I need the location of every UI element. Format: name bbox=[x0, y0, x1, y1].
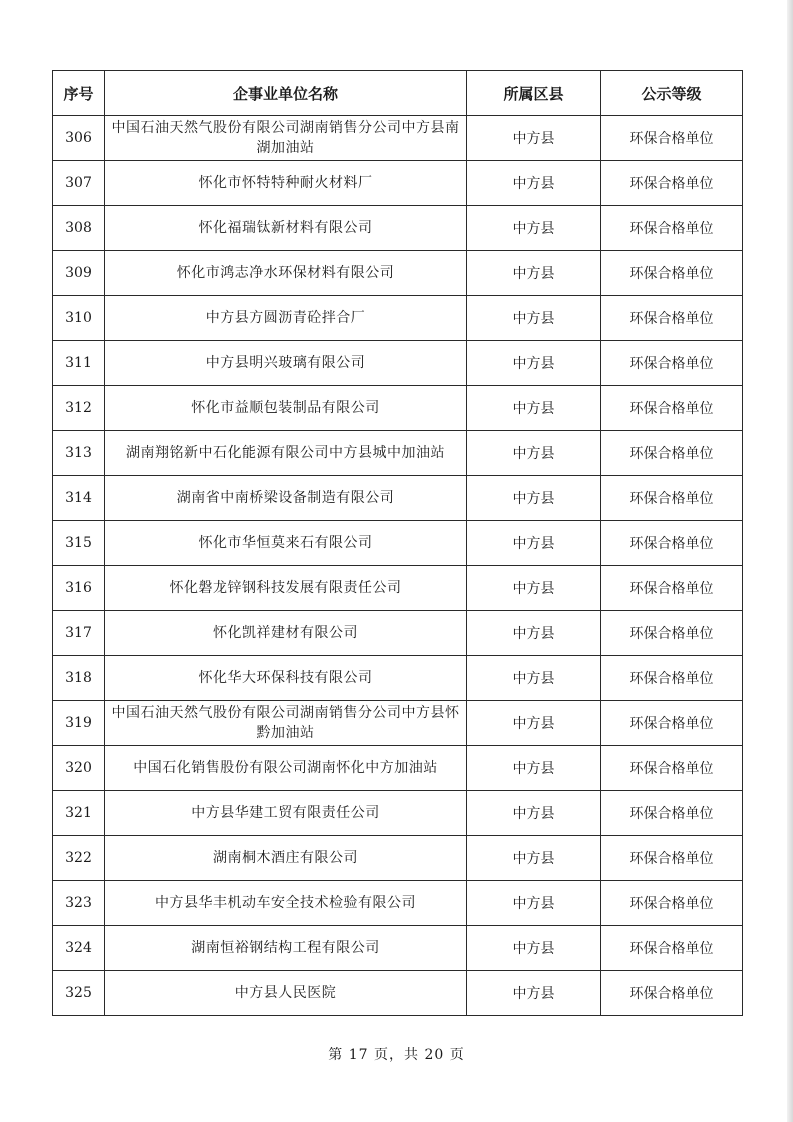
cell-level: 环保合格单位 bbox=[601, 791, 743, 836]
cell-level: 环保合格单位 bbox=[601, 701, 743, 746]
cell-name: 中方县方圆沥青砼拌合厂 bbox=[105, 296, 467, 341]
cell-district: 中方县 bbox=[467, 116, 601, 161]
cell-name: 湖南省中南桥梁设备制造有限公司 bbox=[105, 476, 467, 521]
cell-level: 环保合格单位 bbox=[601, 611, 743, 656]
cell-name: 中国石油天然气股份有限公司湖南销售分公司中方县南湖加油站 bbox=[105, 116, 467, 161]
cell-level: 环保合格单位 bbox=[601, 386, 743, 431]
cell-level: 环保合格单位 bbox=[601, 341, 743, 386]
cell-level: 环保合格单位 bbox=[601, 116, 743, 161]
cell-level: 环保合格单位 bbox=[601, 926, 743, 971]
cell-name: 中方县华建工贸有限责任公司 bbox=[105, 791, 467, 836]
cell-level: 环保合格单位 bbox=[601, 881, 743, 926]
cell-district: 中方县 bbox=[467, 836, 601, 881]
cell-no: 309 bbox=[53, 251, 105, 296]
cell-level: 环保合格单位 bbox=[601, 296, 743, 341]
cell-level: 环保合格单位 bbox=[601, 746, 743, 791]
header-no: 序号 bbox=[53, 71, 105, 116]
table-row bbox=[53, 206, 743, 251]
page-number-footer: 第 17 页，共 20 页 bbox=[328, 1047, 465, 1063]
header-level: 公示等级 bbox=[601, 71, 743, 116]
cell-no: 320 bbox=[53, 746, 105, 791]
table-row bbox=[53, 476, 743, 521]
cell-no: 313 bbox=[53, 431, 105, 476]
cell-no: 319 bbox=[53, 701, 105, 746]
cell-district: 中方县 bbox=[467, 926, 601, 971]
table-row bbox=[53, 116, 743, 161]
table-row bbox=[53, 251, 743, 296]
cell-no: 324 bbox=[53, 926, 105, 971]
cell-no: 321 bbox=[53, 791, 105, 836]
cell-no: 323 bbox=[53, 881, 105, 926]
table-row bbox=[53, 746, 743, 791]
cell-no: 314 bbox=[53, 476, 105, 521]
table-row bbox=[53, 431, 743, 476]
cell-no: 310 bbox=[53, 296, 105, 341]
cell-district: 中方县 bbox=[467, 881, 601, 926]
cell-name: 中国石油天然气股份有限公司湖南销售分公司中方县怀黔加油站 bbox=[105, 701, 467, 746]
cell-district: 中方县 bbox=[467, 206, 601, 251]
cell-no: 312 bbox=[53, 386, 105, 431]
cell-level: 环保合格单位 bbox=[601, 206, 743, 251]
header-district: 所属区县 bbox=[467, 71, 601, 116]
cell-name: 怀化福瑞钛新材料有限公司 bbox=[105, 206, 467, 251]
cell-district: 中方县 bbox=[467, 791, 601, 836]
cell-district: 中方县 bbox=[467, 746, 601, 791]
cell-district: 中方县 bbox=[467, 566, 601, 611]
cell-district: 中方县 bbox=[467, 251, 601, 296]
cell-district: 中方县 bbox=[467, 431, 601, 476]
cell-name: 怀化市益顺包装制品有限公司 bbox=[105, 386, 467, 431]
cell-name: 中国石化销售股份有限公司湖南怀化中方加油站 bbox=[105, 746, 467, 791]
cell-no: 322 bbox=[53, 836, 105, 881]
table-row bbox=[53, 341, 743, 386]
table-row bbox=[53, 881, 743, 926]
table-row bbox=[53, 926, 743, 971]
cell-level: 环保合格单位 bbox=[601, 971, 743, 1016]
table-row bbox=[53, 521, 743, 566]
table-row bbox=[53, 701, 743, 746]
cell-district: 中方县 bbox=[467, 656, 601, 701]
enterprise-table bbox=[52, 70, 743, 1016]
cell-name: 湖南桐木酒庄有限公司 bbox=[105, 836, 467, 881]
cell-name: 怀化市华恒莫来石有限公司 bbox=[105, 521, 467, 566]
cell-no: 306 bbox=[53, 116, 105, 161]
table-row bbox=[53, 836, 743, 881]
table-header-row bbox=[53, 71, 743, 116]
cell-district: 中方县 bbox=[467, 701, 601, 746]
cell-no: 316 bbox=[53, 566, 105, 611]
cell-name: 湖南翔铭新中石化能源有限公司中方县城中加油站 bbox=[105, 431, 467, 476]
cell-no: 325 bbox=[53, 971, 105, 1016]
cell-level: 环保合格单位 bbox=[601, 431, 743, 476]
cell-district: 中方县 bbox=[467, 611, 601, 656]
table-row bbox=[53, 971, 743, 1016]
cell-level: 环保合格单位 bbox=[601, 251, 743, 296]
table-row bbox=[53, 611, 743, 656]
cell-level: 环保合格单位 bbox=[601, 521, 743, 566]
cell-name: 怀化市怀特特种耐火材料厂 bbox=[105, 161, 467, 206]
table-row bbox=[53, 161, 743, 206]
cell-name: 中方县华丰机动车安全技术检验有限公司 bbox=[105, 881, 467, 926]
table-row bbox=[53, 566, 743, 611]
cell-no: 317 bbox=[53, 611, 105, 656]
cell-no: 307 bbox=[53, 161, 105, 206]
table-row bbox=[53, 656, 743, 701]
cell-name: 怀化华大环保科技有限公司 bbox=[105, 656, 467, 701]
cell-level: 环保合格单位 bbox=[601, 836, 743, 881]
page-edge-shadow bbox=[787, 0, 793, 1122]
cell-district: 中方县 bbox=[467, 161, 601, 206]
cell-name: 中方县明兴玻璃有限公司 bbox=[105, 341, 467, 386]
cell-no: 318 bbox=[53, 656, 105, 701]
cell-district: 中方县 bbox=[467, 971, 601, 1016]
cell-level: 环保合格单位 bbox=[601, 566, 743, 611]
cell-no: 311 bbox=[53, 341, 105, 386]
cell-name: 中方县人民医院 bbox=[105, 971, 467, 1016]
cell-level: 环保合格单位 bbox=[601, 476, 743, 521]
cell-district: 中方县 bbox=[467, 521, 601, 566]
cell-name: 怀化市鸿志净水环保材料有限公司 bbox=[105, 251, 467, 296]
cell-level: 环保合格单位 bbox=[601, 656, 743, 701]
table-row bbox=[53, 296, 743, 341]
table-row bbox=[53, 791, 743, 836]
cell-name: 湖南恒裕钢结构工程有限公司 bbox=[105, 926, 467, 971]
cell-name: 怀化磐龙锌钢科技发展有限责任公司 bbox=[105, 566, 467, 611]
cell-district: 中方县 bbox=[467, 341, 601, 386]
cell-district: 中方县 bbox=[467, 476, 601, 521]
cell-no: 308 bbox=[53, 206, 105, 251]
cell-district: 中方县 bbox=[467, 296, 601, 341]
cell-name: 怀化凯祥建材有限公司 bbox=[105, 611, 467, 656]
cell-level: 环保合格单位 bbox=[601, 161, 743, 206]
table-row bbox=[53, 386, 743, 431]
cell-no: 315 bbox=[53, 521, 105, 566]
header-name: 企事业单位名称 bbox=[105, 71, 467, 116]
cell-district: 中方县 bbox=[467, 386, 601, 431]
